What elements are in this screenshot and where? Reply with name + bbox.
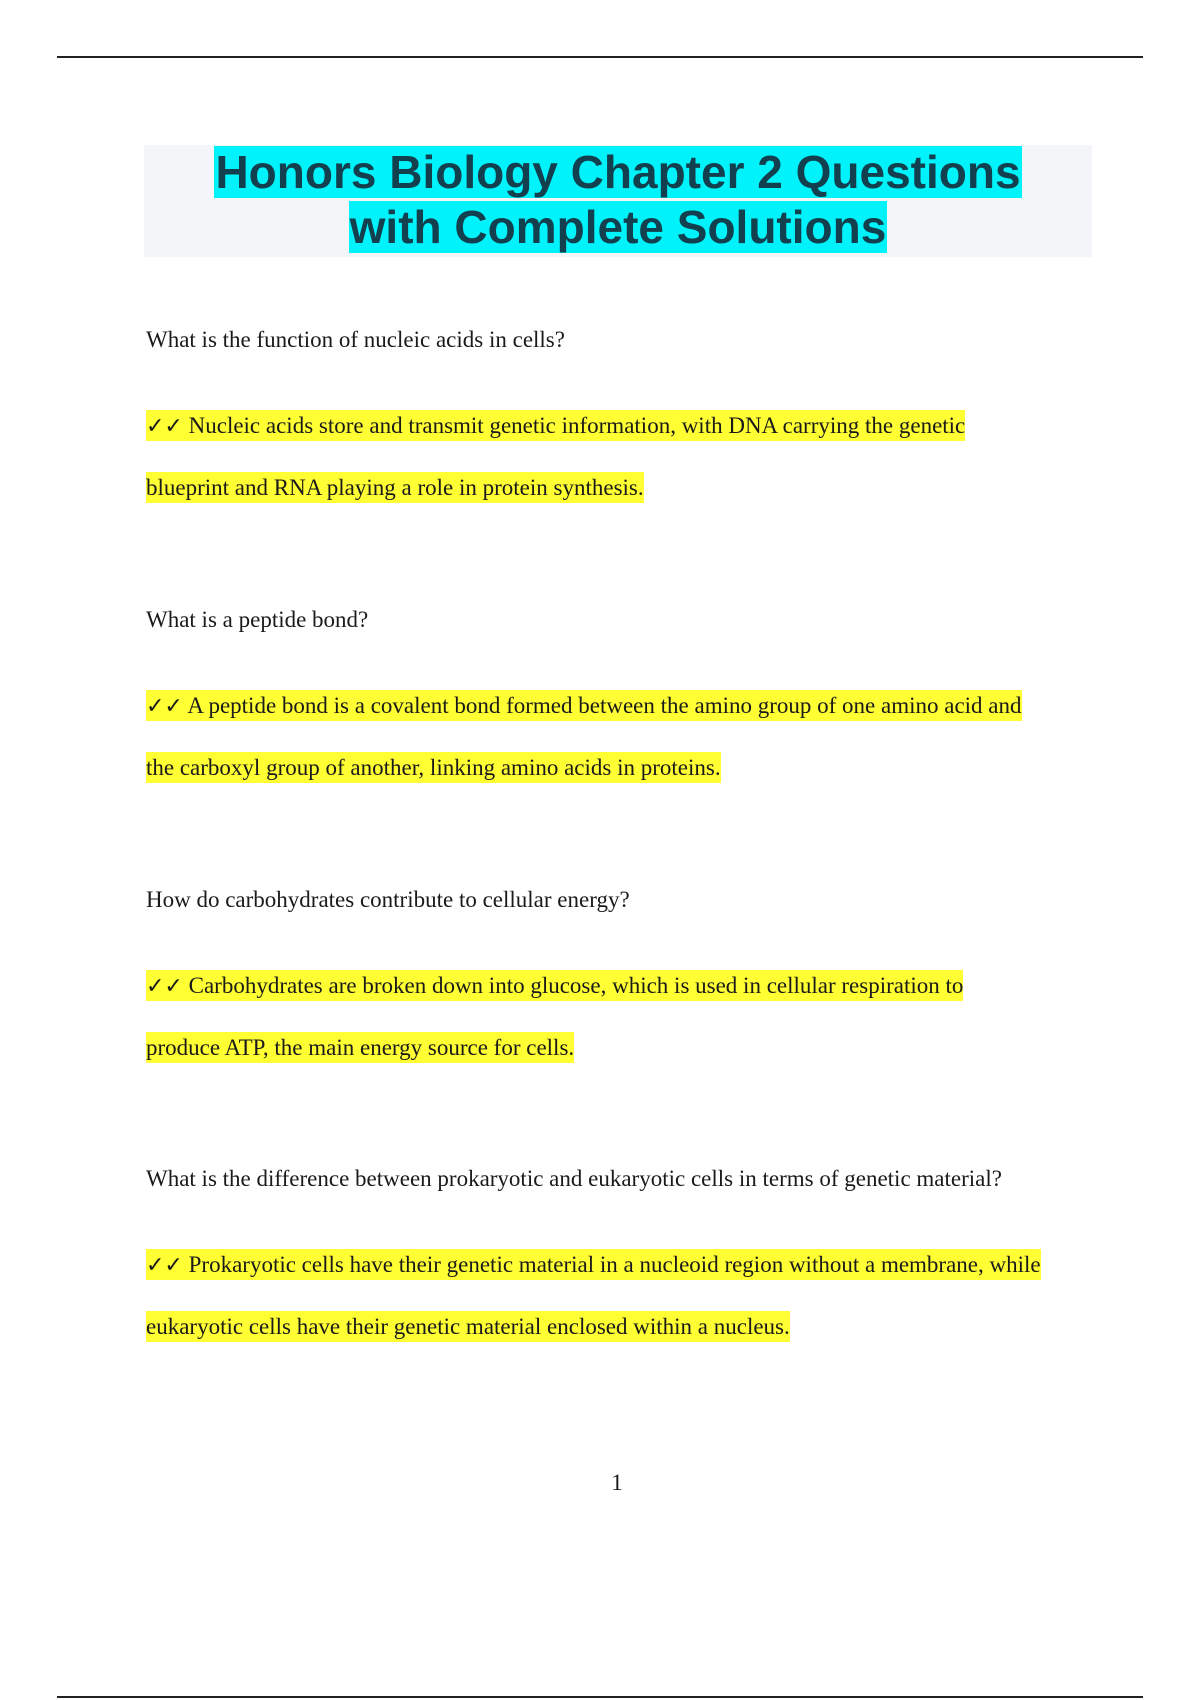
question-text: What is the function of nucleic acids in cells? [146,327,565,352]
answer-text [146,395,1106,518]
answer-line-2: eukaryotic cells have their genetic material enclosed within a nucleus. [146,1311,790,1342]
qa-item-4 [146,1164,1106,1357]
answer-text [146,1234,1106,1357]
title-line-2: with Complete Solutions [349,201,887,253]
answer-text [146,675,1106,798]
title-box [144,145,1092,257]
answer-line-2: the carboxyl group of another, linking amino acids in proteins. [146,752,721,783]
bottom-rule [57,1696,1143,1698]
question-text: How do carbohydrates contribute to cellular energy? [146,887,630,912]
title-line-1: Honors Biology Chapter 2 Questions [215,146,1021,198]
top-rule [57,56,1143,58]
page-number: 1 [611,1470,623,1495]
double-check-icon: ✓✓ [146,694,183,719]
document-title [144,145,1092,255]
double-check-icon: ✓✓ [146,1253,183,1278]
answer-line-1: Prokaryotic cells have their genetic material in a nucleoid region without a membrane, while [188,1252,1041,1277]
question-text: What is the difference between prokaryotic and eukaryotic cells in terms of genetic material? [146,1166,1002,1191]
qa-item-1 [146,325,1106,518]
question-text: What is a peptide bond? [146,607,369,632]
answer-line-1: A peptide bond is a covalent bond formed between the amino group of one amino acid and [187,693,1022,718]
answer-text [146,955,1106,1078]
answer-line-1: Nucleic acids store and transmit genetic information, with DNA carrying the genetic [188,413,966,438]
answer-line-2: produce ATP, the main energy source for cells. [146,1032,574,1063]
qa-item-2 [146,605,1106,798]
answer-line-2: blueprint and RNA playing a role in protein synthesis. [146,472,644,503]
double-check-icon: ✓✓ [146,414,183,439]
answer-line-1: Carbohydrates are broken down into glucose, which is used in cellular respiration to [188,973,964,998]
qa-item-3 [146,885,1106,1078]
double-check-icon: ✓✓ [146,974,183,999]
